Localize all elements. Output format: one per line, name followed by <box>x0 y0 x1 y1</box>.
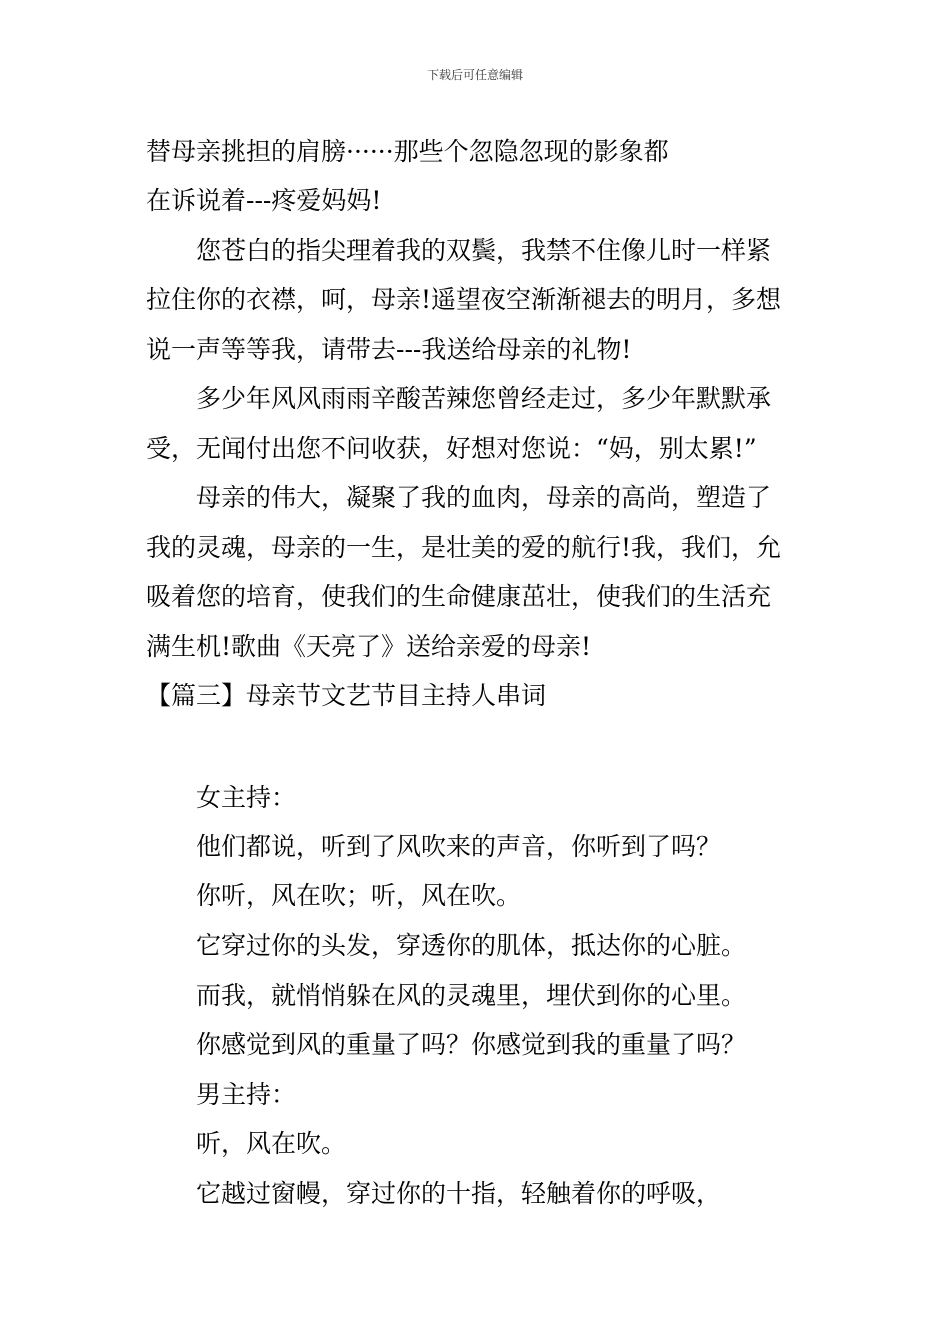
body-line: 满生机!歌曲《天亮了》送给亲爱的母亲! <box>146 632 592 661</box>
body-line: 你听，风在吹；听，风在吹。 <box>196 881 522 910</box>
body-line: 而我，就悄悄躲在风的灵魂里，埋伏到你的心里。 <box>196 981 747 1010</box>
body-line: 受，无闻付出您不问收获，好想对您说：“妈，别太累!” <box>146 434 757 463</box>
body-line: 听，风在吹。 <box>196 1129 347 1158</box>
body-line: 多少年风风雨雨辛酸苦辣您曾经走过，多少年默默承 <box>196 384 772 413</box>
body-line: 拉住你的衣襟，呵，母亲!遥望夜空渐渐褪去的明月，多想 <box>146 285 782 314</box>
body-line: 他们都说，听到了风吹来的声音，你听到了吗？ <box>196 832 722 861</box>
body-line: 我的灵魂，母亲的一生，是壮美的爱的航行!我，我们，允 <box>146 533 782 562</box>
speaker-label: 女主持： <box>196 783 297 812</box>
section-heading: 【篇三】母亲节文艺节目主持人串词 <box>146 681 547 710</box>
body-line: 母亲的伟大，凝聚了我的血肉，母亲的高尚，塑造了 <box>196 483 772 512</box>
body-line: 它穿过你的头发，穿透你的肌体，抵达你的心脏。 <box>196 931 747 960</box>
body-line: 您苍白的指尖理着我的双鬓，我禁不住像儿时一样紧 <box>196 236 772 265</box>
body-line: 在诉说着---疼爱妈妈! <box>146 186 382 215</box>
page-header: 下载后可任意编辑 <box>426 68 523 82</box>
body-line: 说一声等等我，请带去---我送给母亲的礼物! <box>146 335 632 364</box>
body-line: 它越过窗幔，穿过你的十指，轻触着你的呼吸， <box>196 1179 722 1208</box>
body-line: 你感觉到风的重量了吗？你感觉到我的重量了吗？ <box>196 1030 747 1059</box>
body-line: 吸着您的培育，使我们的生命健康茁壮，使我们的生活充 <box>146 582 772 611</box>
speaker-label: 男主持： <box>196 1080 297 1109</box>
body-line: 替母亲挑担的肩膀······那些个忽隐忽现的影象都 <box>146 137 669 166</box>
